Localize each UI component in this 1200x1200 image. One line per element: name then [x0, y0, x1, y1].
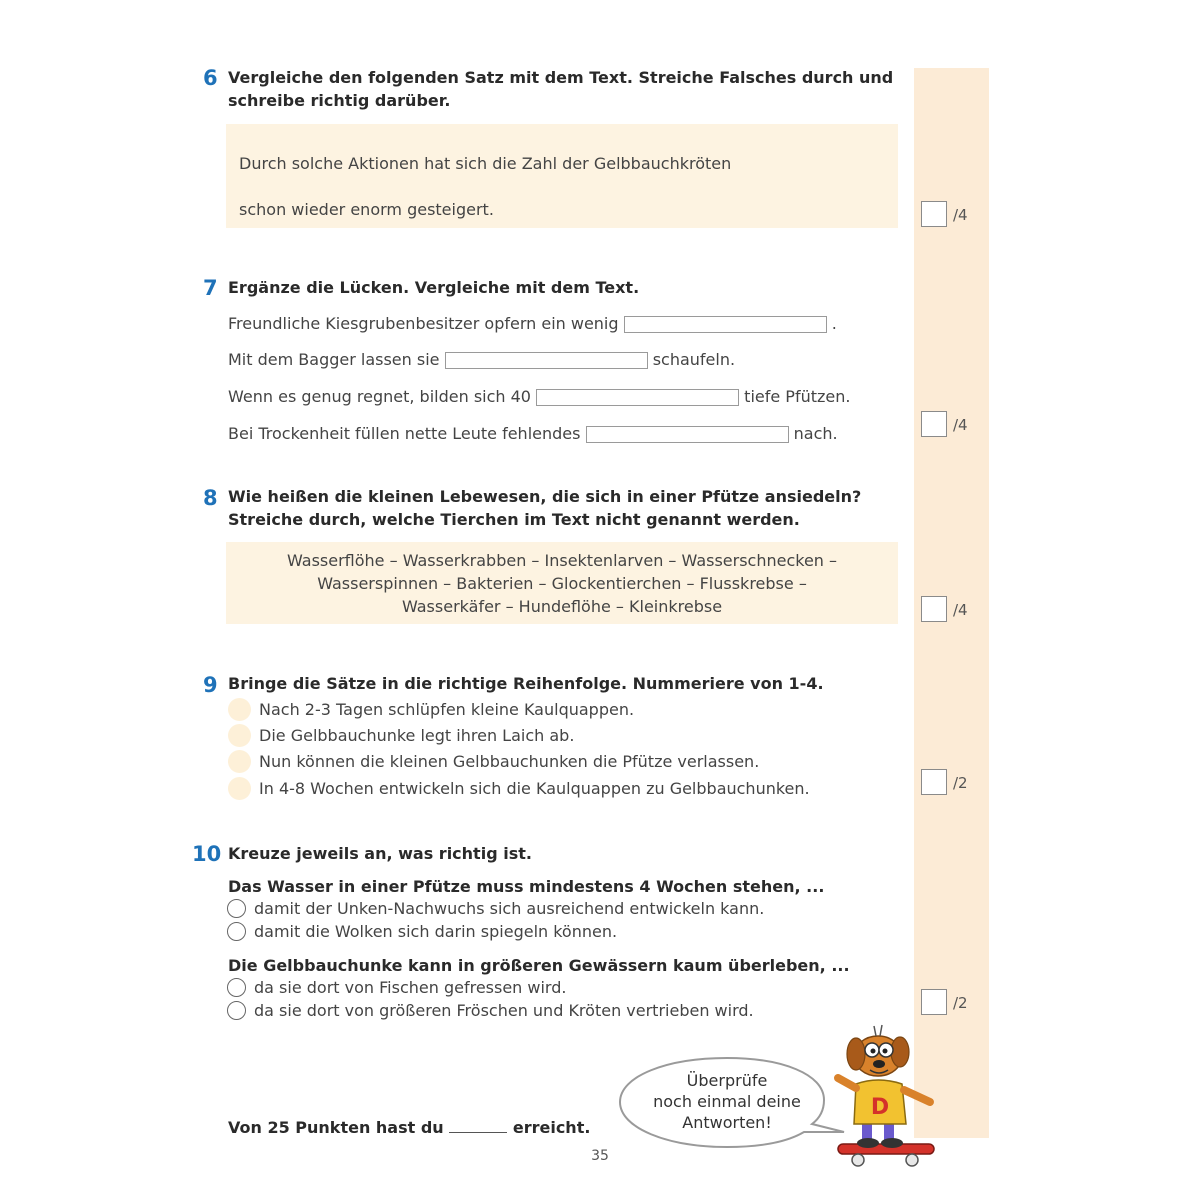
question-8-score-box[interactable] [921, 596, 947, 622]
animal-list-line3[interactable]: Wasserkäfer – Hundeflöhe – Kleinkrebse [401, 597, 723, 616]
animal-list-line2[interactable]: Wasserspinnen – Bakterien – Glockentierchen – Flusskrebse – [317, 574, 807, 593]
gap-text-before: Wenn es genug regnet, bilden sich 40 [228, 387, 531, 406]
question-6-title-line1: Vergleiche den folgenden Satz mit dem Text. Streiche Falsches durch und [228, 68, 894, 87]
question-7-score-label: /4 [953, 416, 968, 434]
page-number: 35 [591, 1148, 609, 1164]
question-6-sentence-line2: schon wieder enorm gesteigert. [239, 200, 494, 219]
result-line [228, 1116, 590, 1139]
question-10-number: 10 [192, 842, 222, 866]
question-7-score-box[interactable] [921, 411, 947, 437]
order-sentence: Nach 2-3 Tagen schlüpfen kleine Kaulquappen. [259, 700, 635, 719]
order-sentence: Die Gelbbauchunke legt ihren Laich ab. [259, 726, 575, 745]
question-10-stem-1: Das Wasser in einer Pfütze muss mindestens 4 Wochen stehen, ... [228, 877, 825, 896]
question-6-score-box[interactable] [921, 201, 947, 227]
order-number-field[interactable] [228, 777, 251, 800]
question-10-stem-2: Die Gelbbauchunke kann in größeren Gewässern kaum überleben, ... [228, 956, 850, 975]
mascot-dog-illustration [826, 1022, 946, 1172]
question-7-line-2 [228, 350, 735, 369]
speech-bubble-line3: Antworten! [682, 1113, 772, 1132]
gap-text-before: Freundliche Kiesgrubenbesitzer opfern ein wenig [228, 314, 619, 333]
question-7-title: Ergänze die Lücken. Vergleiche mit dem Text. [228, 278, 640, 297]
gap-input-4[interactable] [586, 426, 789, 443]
order-number-field[interactable] [228, 750, 251, 773]
order-number-field[interactable] [228, 724, 251, 747]
question-10-title: Kreuze jeweils an, was richtig ist. [228, 844, 532, 863]
gap-input-2[interactable] [445, 352, 648, 369]
question-7-line-3 [228, 387, 850, 406]
question-6-title-line2: schreibe richtig darüber. [228, 91, 451, 110]
animal-list-line1[interactable]: Wasserflöhe – Wasserkrabben – Insektenlarven – Wasserschnecken – [286, 551, 838, 570]
option-radio[interactable] [227, 1001, 246, 1020]
question-7-line-4 [228, 424, 838, 443]
question-10-score-label: /2 [953, 994, 968, 1012]
option-label: damit der Unken-Nachwuchs sich ausreichend entwickeln kann. [254, 899, 765, 918]
result-text-before: Von 25 Punkten hast du [228, 1118, 444, 1137]
question-9-title: Bringe die Sätze in die richtige Reihenfolge. Nummeriere von 1-4. [228, 674, 824, 693]
gap-text-before: Mit dem Bagger lassen sie [228, 350, 440, 369]
question-10-score-box[interactable] [921, 989, 947, 1015]
question-9-score-box[interactable] [921, 769, 947, 795]
mascot-shirt-letter: D [870, 1095, 890, 1120]
order-number-field[interactable] [228, 698, 251, 721]
option-label: damit die Wolken sich darin spiegeln können. [254, 922, 618, 941]
question-8-score-label: /4 [953, 601, 968, 619]
question-9-number: 9 [203, 673, 218, 697]
gap-text-after: . [831, 314, 837, 333]
question-8-title-line2: Streiche durch, welche Tierchen im Text nicht genannt werden. [228, 510, 800, 529]
question-6-score-label: /4 [953, 206, 968, 224]
result-points-blank[interactable] [449, 1118, 507, 1133]
order-sentence: Nun können die kleinen Gelbbauchunken die Pfütze verlassen. [259, 752, 760, 771]
gap-input-1[interactable] [624, 316, 827, 333]
question-7-line-1 [228, 314, 837, 333]
speech-bubble-line1: Überprüfe [686, 1071, 768, 1090]
question-9-score-label: /2 [953, 774, 968, 792]
option-label: da sie dort von Fischen gefressen wird. [254, 978, 567, 997]
speech-bubble-text [622, 1070, 832, 1133]
question-8-number: 8 [203, 486, 218, 510]
option-radio[interactable] [227, 978, 246, 997]
gap-text-after: tiefe Pfützen. [744, 387, 851, 406]
question-8-title-line1: Wie heißen die kleinen Lebewesen, die sich in einer Pfütze ansiedeln? [228, 487, 862, 506]
gap-text-before: Bei Trockenheit füllen nette Leute fehlendes [228, 424, 581, 443]
result-text-after: erreicht. [512, 1118, 591, 1137]
option-radio[interactable] [227, 899, 246, 918]
gap-text-after: nach. [793, 424, 838, 443]
order-sentence: In 4-8 Wochen entwickeln sich die Kaulquappen zu Gelbbauchunken. [259, 779, 810, 798]
gap-text-after: schaufeln. [652, 350, 736, 369]
question-6-sentence-line1: Durch solche Aktionen hat sich die Zahl der Gelbbauchkröten [239, 154, 732, 173]
option-radio[interactable] [227, 922, 246, 941]
speech-bubble-line2: noch einmal deine [653, 1092, 801, 1111]
gap-input-3[interactable] [536, 389, 739, 406]
question-7-number: 7 [203, 276, 218, 300]
option-label: da sie dort von größeren Fröschen und Kröten vertrieben wird. [254, 1001, 754, 1020]
question-6-sentence-box [226, 124, 898, 228]
question-6-number: 6 [203, 66, 218, 90]
question-8-animal-box [226, 542, 898, 624]
